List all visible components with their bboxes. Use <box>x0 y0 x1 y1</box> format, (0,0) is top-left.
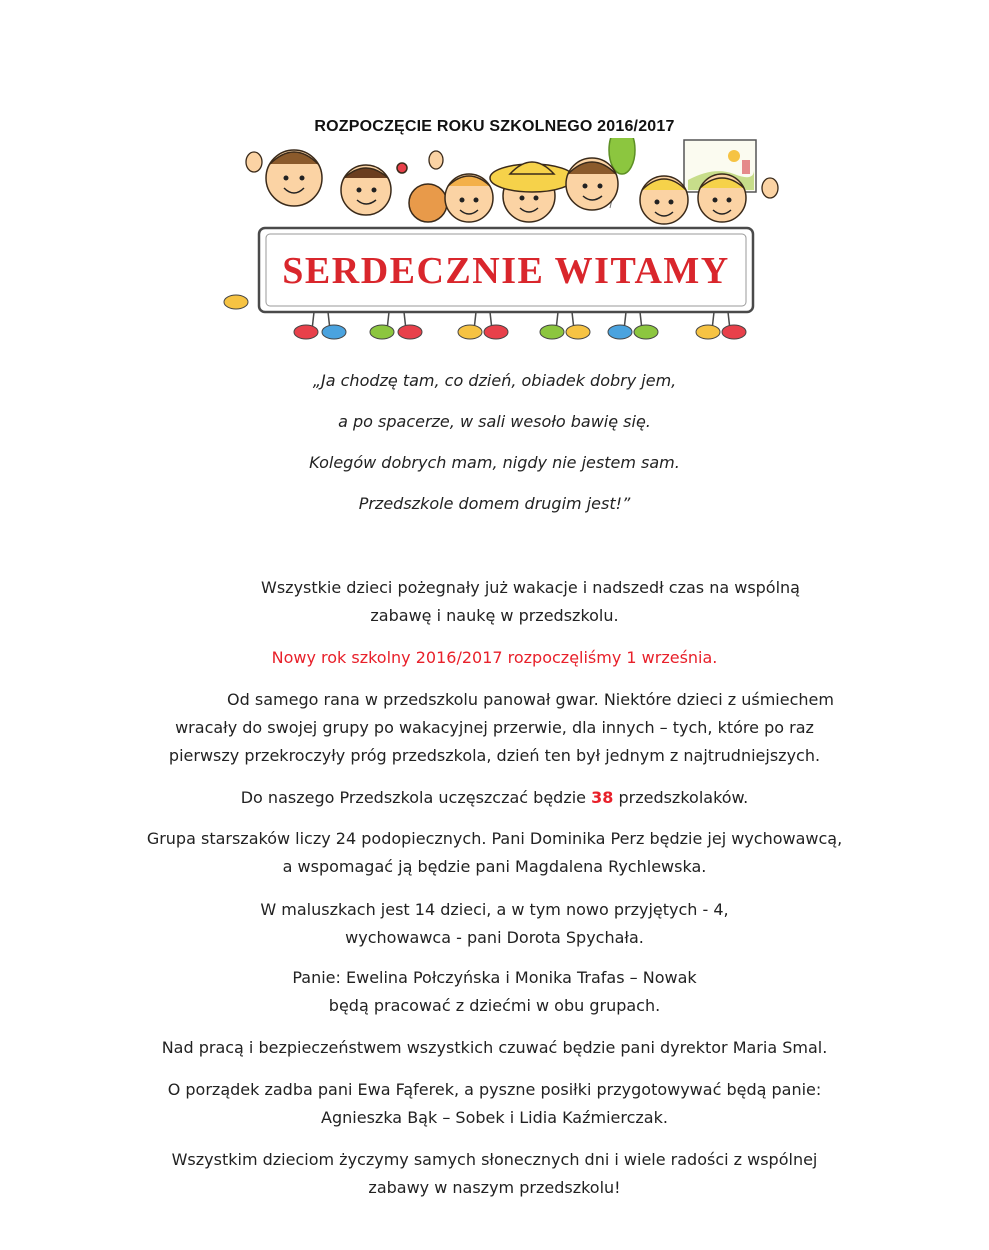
text-line: zabawę i naukę w przedszkolu. <box>370 606 619 625</box>
paragraph-count <box>0 784 989 812</box>
paragraph-staff <box>0 1076 989 1132</box>
text-line: Grupa starszaków liczy 24 podopiecznych. Pani Dominika Perz będzie jej wychowawcą, <box>146 829 843 848</box>
poem-line: Kolegów dobrych mam, nigdy nie jestem sam. <box>309 453 680 472</box>
paragraph-older-group <box>0 825 989 881</box>
poem-line: a po spacerze, w sali wesoło bawię się. <box>338 412 651 431</box>
children-count: 38 <box>591 788 614 807</box>
text-line: zabawy w naszym przedszkolu! <box>368 1178 621 1197</box>
paragraph-new-year: Nowy rok szkolny 2016/2017 rozpoczęliśmy 1 września. <box>271 648 718 667</box>
paragraph-first-day <box>0 686 989 770</box>
paragraph-assistants <box>0 964 989 1020</box>
text-segment: Do naszego Przedszkola uczęszczać będzie <box>240 788 592 807</box>
text-segment: przedszkolaków. <box>613 788 749 807</box>
text-line: O porządek zadba pani Ewa Fąferek, a pyszne posiłki przygotowywać będą panie: <box>167 1080 822 1099</box>
text-line: Panie: Ewelina Połczyńska i Monika Trafas – Nowak <box>292 968 697 987</box>
welcome-banner-illustration <box>214 138 794 348</box>
poem-line: Przedszkole domem drugim jest!” <box>358 494 631 513</box>
text-line: wychowawca - pani Dorota Spychała. <box>345 928 644 947</box>
paragraph-director: Nad pracą i bezpieczeństwem wszystkich czuwać będzie pani dyrektor Maria Smal. <box>161 1038 828 1057</box>
text-line: Wszystkie dzieci pożegnały już wakacje i nadszedł czas na wspólną <box>261 578 800 597</box>
paragraph-wishes <box>0 1146 989 1202</box>
text-line: Wszystkim dzieciom życzymy samych słonecznych dni i wiele radości z wspólnej <box>171 1150 818 1169</box>
text-line: a wspomagać ją będzie pani Magdalena Rychlewska. <box>282 857 707 876</box>
poem <box>0 368 989 532</box>
page-title: ROZPOCZĘCIE ROKU SZKOLNEGO 2016/2017 <box>314 118 675 135</box>
paragraph-younger-group <box>0 896 989 952</box>
welcome-sign-text: SERDECZNIE WITAMY <box>282 250 730 292</box>
children-faces <box>266 150 746 224</box>
text-line: wracały do swojej grupy po wakacyjnej przerwie, dla innych – tych, które po raz <box>175 718 814 737</box>
text-line: Agnieszka Bąk – Sobek i Lidia Kaźmierczak. <box>321 1108 668 1127</box>
poem-line: „Ja chodzę tam, co dzień, obiadek dobry jem, <box>312 371 677 390</box>
text-line: będą pracować z dziećmi w obu grupach. <box>328 996 661 1015</box>
paragraph-intro <box>0 574 989 630</box>
text-line: W maluszkach jest 14 dzieci, a w tym nowo przyjętych - 4, <box>260 900 729 919</box>
text-line: Od samego rana w przedszkolu panował gwar. Niektóre dzieci z uśmiechem <box>227 690 834 709</box>
text-line: pierwszy przekroczyły próg przedszkola, dzień ten był jednym z najtrudniejszych. <box>168 746 821 765</box>
